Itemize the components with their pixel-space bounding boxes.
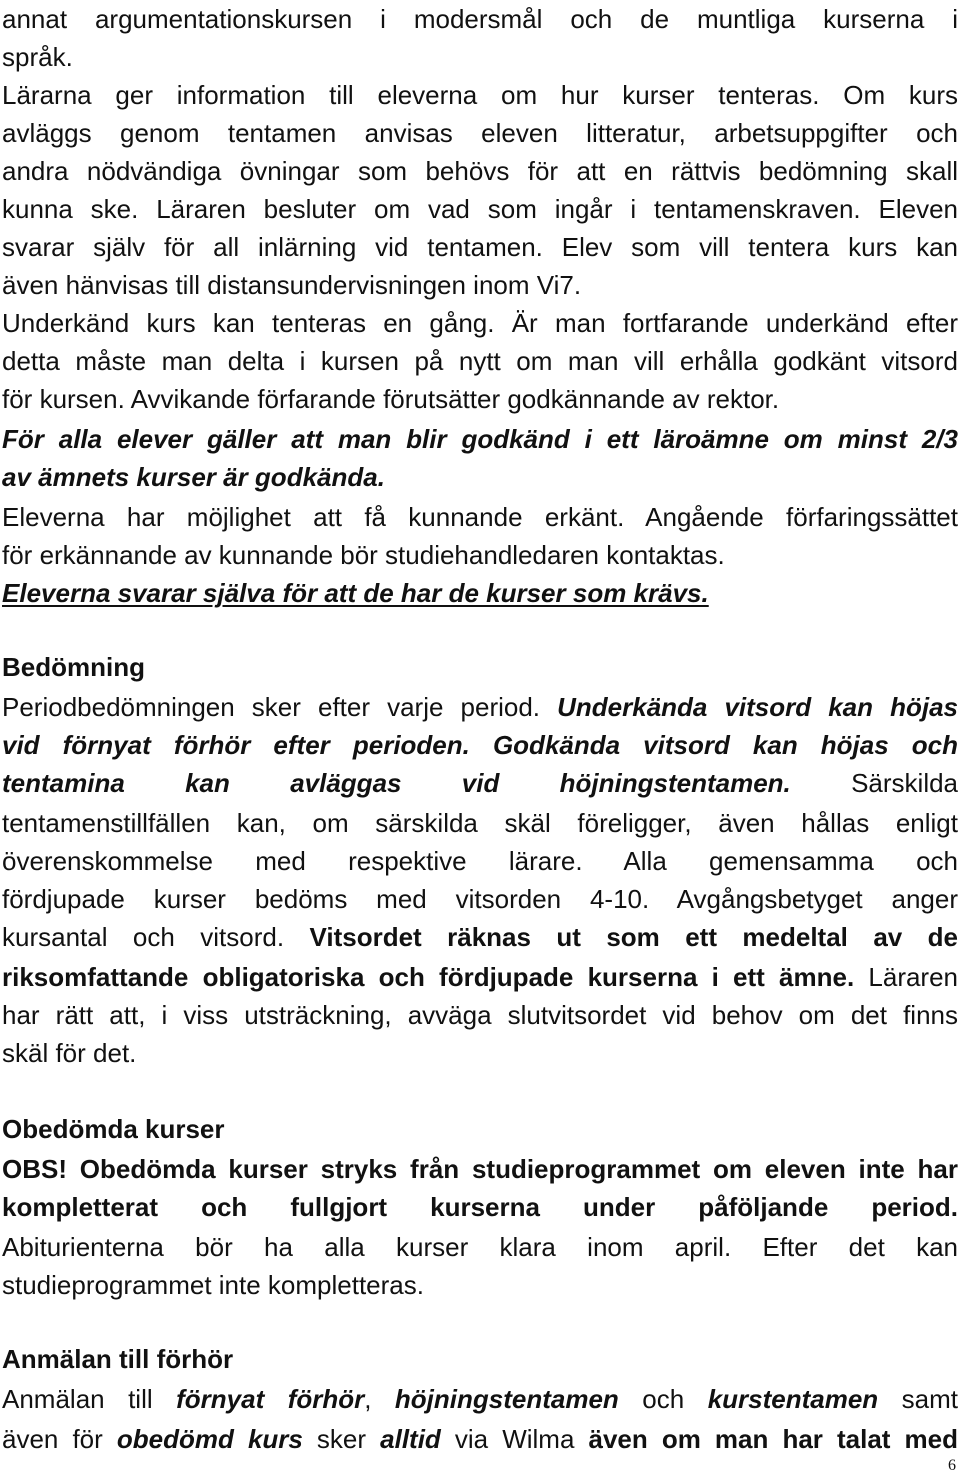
text-line: [2, 76, 958, 114]
text-segment: överenskommelse med respektive lärare. Alla gemensamma och: [2, 846, 958, 876]
text-segment: Särskilda: [790, 768, 958, 798]
text-line: [2, 1150, 958, 1188]
text-segment: kunna ske. Läraren besluter om vad som ingår i tentamenskraven. Eleven: [2, 194, 958, 224]
text-line: [2, 152, 958, 190]
text-segment: för erkännande av kunnande bör studiehandledaren kontaktas.: [2, 540, 725, 570]
text-segment: obedömd kurs: [116, 1424, 303, 1454]
text-line: [2, 38, 958, 76]
text-segment: även om man har talat med: [588, 1424, 958, 1454]
text-segment: sker: [302, 1424, 381, 1454]
text-segment: av ämnets kurser är godkända.: [2, 462, 385, 492]
text-segment: Periodbedömningen sker efter varje period.: [2, 692, 558, 722]
text-line: [2, 764, 958, 802]
text-segment: Godkända vitsord kan höjas och: [492, 730, 958, 760]
text-segment: Bedömning: [2, 652, 145, 682]
text-segment: detta måste man delta i kursen på nytt om man vill erhålla godkänt vitsord: [2, 346, 958, 376]
text-segment: ,: [364, 1384, 395, 1414]
text-segment: förnyat förhör: [176, 1384, 365, 1414]
text-segment: har rätt att, i viss utsträckning, avväga slutvitsordet vid behov om det finns: [2, 1000, 958, 1030]
text-line: [2, 574, 958, 612]
text-line: [2, 458, 958, 496]
text-line: [2, 1266, 958, 1304]
text-segment: Anmälan till: [2, 1384, 177, 1414]
text-line: [2, 918, 958, 956]
text-line: [2, 804, 958, 842]
text-line: [2, 1228, 958, 1266]
page-number: 6: [948, 1457, 956, 1474]
text-line: [2, 1420, 958, 1458]
text-line: [2, 536, 958, 574]
text-segment: annat argumentationskursen i modersmål och de muntliga kurserna i: [2, 4, 958, 34]
text-segment: tentamenstillfällen kan, om särskilda skäl föreligger, även hållas enligt: [2, 808, 958, 838]
text-segment: för kursen. Avvikande förfarande förutsätter godkännande av rektor.: [2, 384, 780, 414]
text-line: [2, 1380, 958, 1418]
text-segment: OBS! Obedömda kurser stryks från studieprogrammet om eleven inte har: [2, 1154, 958, 1184]
text-line: [2, 342, 958, 380]
text-line: [2, 1188, 958, 1226]
text-segment: Eleverna svarar själva för att de har de kurser som krävs.: [2, 578, 709, 608]
text-segment: kurstentamen: [707, 1384, 879, 1414]
text-segment: tentamina kan avläggas vid höjningstentamen.: [2, 768, 791, 798]
text-line: [2, 380, 958, 418]
text-segment: språk.: [2, 42, 73, 72]
text-segment: Vitsordet räknas ut som ett medeltal av de: [309, 922, 958, 952]
text-line: [2, 1034, 958, 1072]
text-line: [2, 0, 958, 38]
text-segment: Underkända vitsord kan höjas: [557, 692, 958, 722]
section-heading: [2, 1110, 958, 1148]
text-segment: svarar själv för all inlärning vid tentamen. Elev som vill tentera kurs kan: [2, 232, 958, 262]
text-segment: studieprogrammet inte kompletteras.: [2, 1270, 424, 1300]
text-segment: avläggs genom tentamen anvisas eleven litteratur, arbetsuppgifter och: [2, 118, 958, 148]
text-line: [2, 266, 958, 304]
text-line: [2, 304, 958, 342]
text-segment: Lärarna ger information till eleverna om hur kurser tenteras. Om kurs: [2, 80, 958, 110]
text-segment: [470, 730, 493, 760]
text-segment: Abiturienterna bör ha alla kurser klara inom april. Efter det kan: [2, 1232, 958, 1262]
text-line: [2, 190, 958, 228]
text-segment: Anmälan till förhör: [2, 1344, 234, 1374]
text-segment: vid förnyat förhör efter perioden.: [2, 730, 470, 760]
text-segment: andra nödvändiga övningar som behövs för att en rättvis bedömning skall: [2, 156, 958, 186]
text-segment: Eleverna har möjlighet att få kunnande erkänt. Angående förfaringssättet: [2, 502, 958, 532]
text-segment: även hänvisas till distansundervisningen inom Vi7.: [2, 270, 582, 300]
text-segment: Obedömda kurser: [2, 1114, 225, 1144]
text-line: [2, 498, 958, 536]
text-segment: riksomfattande obligatoriska och fördjupade kurserna i ett ämne.: [2, 962, 855, 992]
text-segment: via Wilma: [440, 1424, 589, 1454]
text-segment: och: [618, 1384, 708, 1414]
section-heading: [2, 648, 958, 686]
text-segment: fördjupade kurser bedöms med vitsorden 4-10. Avgångsbetyget anger: [2, 884, 958, 914]
text-line: [2, 996, 958, 1034]
text-segment: kursantal och vitsord.: [2, 922, 310, 952]
text-line: [2, 726, 958, 764]
text-segment: För alla elever gäller att man blir godkänd i ett läroämne om minst 2/3: [2, 424, 958, 454]
text-line: [2, 880, 958, 918]
text-line: [2, 420, 958, 458]
text-line: [2, 114, 958, 152]
text-segment: Underkänd kurs kan tenteras en gång. Är man fortfarande underkänd efter: [2, 308, 958, 338]
text-segment: alltid: [380, 1424, 441, 1454]
text-segment: även för: [2, 1424, 117, 1454]
text-line: [2, 958, 958, 996]
text-segment: kompletterat och fullgjort kurserna under påföljande period.: [2, 1192, 958, 1222]
section-heading: [2, 1340, 958, 1378]
text-segment: samt: [878, 1384, 958, 1414]
text-line: [2, 842, 958, 880]
text-segment: skäl för det.: [2, 1038, 137, 1068]
text-line: [2, 228, 958, 266]
text-segment: Läraren: [854, 962, 958, 992]
text-line: [2, 688, 958, 726]
text-segment: höjningstentamen: [394, 1384, 619, 1414]
